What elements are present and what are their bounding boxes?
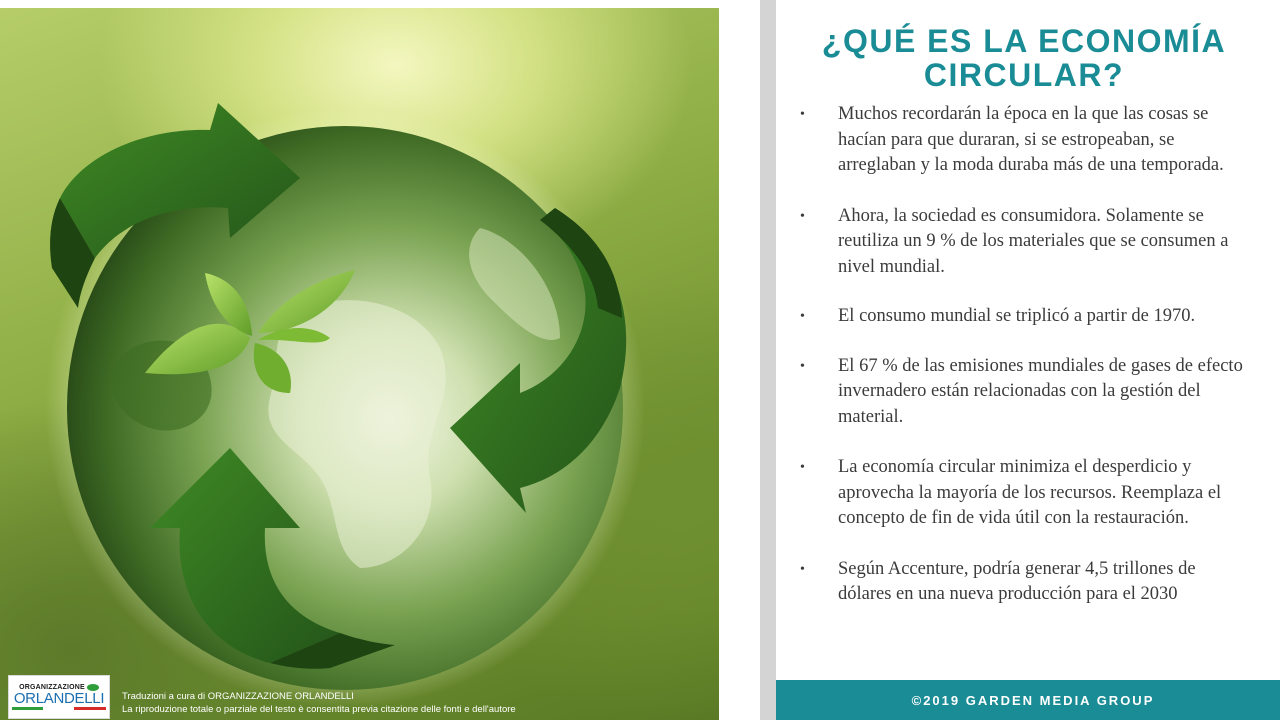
bullet-icon: •	[800, 561, 805, 577]
bullet-text: La economía circular minimiza el desperdicio y aprovecha la mayoría de los recursos. Reemplaza el concepto de fin de vida útil con la restauración.	[838, 457, 1222, 528]
bullet-item	[800, 304, 1252, 330]
bullet-list	[800, 102, 1252, 608]
hero-image	[0, 8, 719, 720]
bullet-item	[800, 557, 1252, 608]
bullet-text: Muchos recordarán la época en la que las cosas se hacían para que duraran, si se estropeaban, se arreglaban y la moda duraba más de una temporada.	[838, 104, 1224, 175]
bullet-icon: •	[800, 208, 805, 224]
footer-bar	[776, 680, 1280, 720]
bullet-icon: •	[800, 358, 805, 374]
bullet-item	[800, 102, 1252, 179]
bullet-icon: •	[800, 460, 805, 475]
bullet-text: Ahora, la sociedad es consumidora. Solamente se reutiliza un 9 % de los materiales que se consumen a nivel mundial.	[838, 205, 1229, 277]
translation-credits	[122, 690, 516, 716]
copyright-text: ©2019 GARDEN MEDIA GROUP	[911, 692, 1155, 708]
slide-title: ¿QUÉ ES LA ECONOMÍA CIRCULAR?	[821, 23, 1227, 93]
orlandelli-logo	[8, 675, 110, 719]
bullet-text: El 67 % de las emisiones mundiales de gases de efecto invernadero están relacionadas con la gestión del material.	[838, 355, 1243, 427]
bullet-item	[800, 354, 1252, 431]
credits-line2: La riproduzione totale o parziale del testo è consentita previa citazione delle fonti e dell'autore	[122, 704, 516, 715]
credits-line1: Traduzioni a cura di ORGANIZZAZIONE ORLANDELLI	[122, 691, 354, 702]
logo-line1: ORGANIZZAZIONE	[19, 684, 85, 691]
bullet-item	[800, 204, 1252, 281]
logo-flag-bar	[12, 707, 106, 710]
globe-recycle-illustration	[0, 8, 719, 720]
bullet-icon: •	[800, 309, 805, 324]
logo-line2: ORLANDELLI	[13, 690, 105, 707]
bullet-text: El consumo mundial se triplicó a partir de 1970.	[838, 306, 1196, 326]
panel-divider	[760, 0, 776, 720]
bullet-text: Según Accenture, podría generar 4,5 trillones de dólares en una nueva producción para el 2030	[838, 558, 1196, 604]
bullet-item	[800, 455, 1252, 532]
bullet-icon: •	[800, 107, 805, 122]
